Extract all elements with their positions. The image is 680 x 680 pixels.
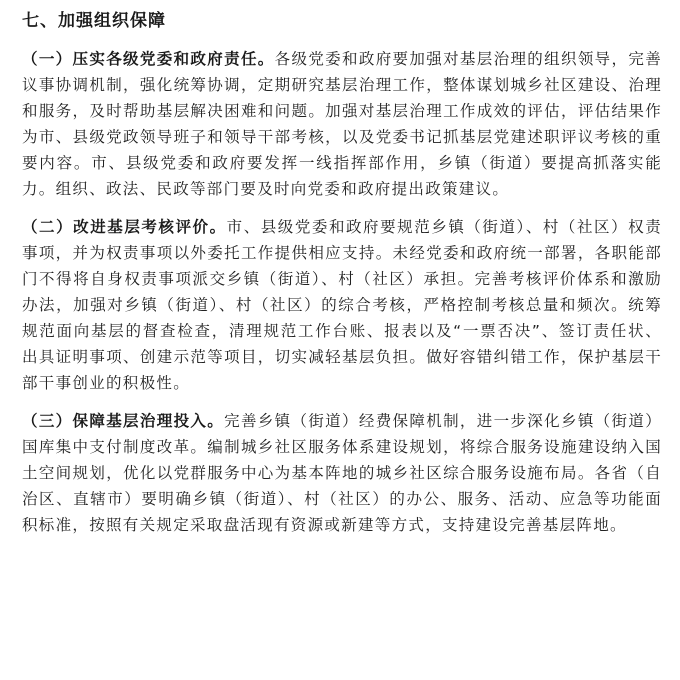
section-title: 七、加强组织保障 (22, 11, 166, 31)
paragraph-body: 各级党委和政府要加强对基层治理的组织领导，完善议事协调机制，强化统筹协调，定期研究基层治理工作，整体谋划城乡社区建设、治理和服务，及时帮助基层解决困难和问题。加强对基层治理工作成效的评估，评估结果作为市、县级党政领导班子和领导干部考核，以及党委书记抓基层党建述职评议考核的重要内容。市、县级党委和政府要发挥一线指挥部作用，乡镇（街道）要提高抓落实能力。组织、政法、民政等部门要及时向党委和政府提出政策建议。 (22, 50, 662, 198)
paragraph-heading: （一）压实各级党委和政府责任。 (22, 50, 275, 68)
paragraph-heading: （三）保障基层治理投入。 (22, 412, 225, 430)
paragraph-responsibility (22, 46, 662, 202)
paragraph-investment (22, 408, 662, 538)
paragraph-evaluation (22, 214, 662, 396)
paragraph-body: 完善乡镇（街道）经费保障机制，进一步深化乡镇（街道）国库集中支付制度改革。编制城乡社区服务体系建设规划，将综合服务设施建设纳入国土空间规划，优化以党群服务中心为基本阵地的城乡社区综合服务设施布局。各省（自治区、直辖市）要明确乡镇（街道）、村（社区）的办公、服务、活动、应急等功能面积标准，按照有关规定采取盘活现有资源或新建等方式，支持建设完善基层阵地。 (22, 412, 662, 534)
paragraph-body: 市、县级党委和政府要规范乡镇（街道）、村（社区）权责事项，并为权责事项以外委托工作提供相应支持。未经党委和政府统一部署，各职能部门不得将自身权责事项派交乡镇（街道）、村（社区）承担。完善考核评价体系和激励办法，加强对乡镇（街道）、村（社区）的综合考核，严格控制考核总量和频次。统筹规范面向基层的督查检查，清理规范工作台账、报表以及“一票否决”、签订责任状、出具证明事项、创建示范等项目，切实减轻基层负担。做好容错纠错工作，保护基层干部干事创业的积极性。 (22, 218, 662, 392)
paragraph-heading: （二）改进基层考核评价。 (22, 218, 227, 236)
